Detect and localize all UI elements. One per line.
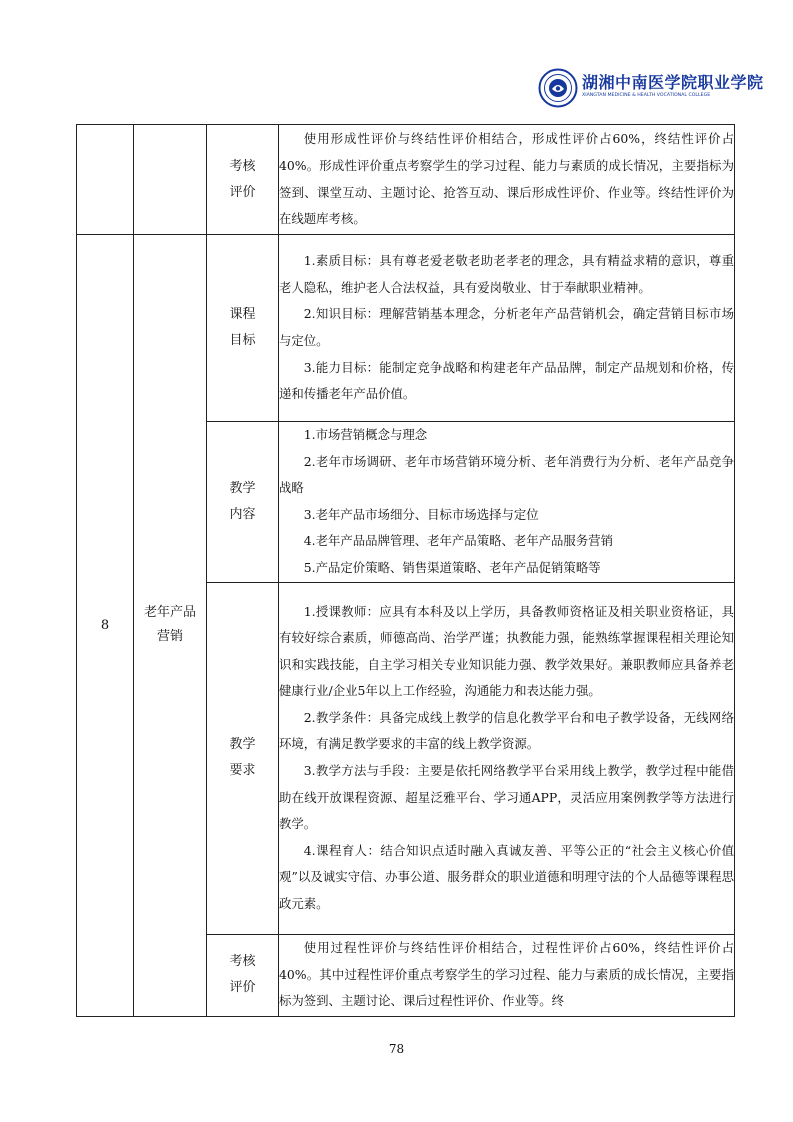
- row-content-assessment-2: [279, 934, 735, 1016]
- row-label-line: 课程: [229, 307, 256, 322]
- row-label-line: 要求: [229, 763, 256, 779]
- paragraph: 5.产品定价策略、销售渠道策略、老年产品促销策略等: [303, 559, 601, 575]
- row-label-teaching-requirements: [207, 582, 279, 934]
- logo-english-name: XIANGTAN MEDICINE & HEALTH VOCATIONAL COLLEGE: [582, 93, 711, 98]
- course-name-line: 老年产品: [143, 605, 196, 621]
- college-logo: [538, 68, 764, 118]
- row-label-line: 教学: [229, 480, 256, 496]
- paragraph: 2.知识目标：理解营销基本理念，分析老年产品营销机会，确定营销目标市场与定位。: [279, 306, 734, 348]
- course-table: [76, 124, 735, 1017]
- college-seal-icon: [538, 68, 578, 108]
- row-content-assessment: [279, 125, 735, 235]
- number-cell: [77, 125, 134, 235]
- page-number: 78: [388, 1042, 405, 1056]
- logo-chinese-name: 湖湘中南医学院职业学院: [582, 73, 764, 92]
- row-label-line: 内容: [229, 506, 256, 522]
- row-content-teaching-content: [279, 422, 735, 583]
- table-row: [77, 235, 735, 422]
- row-label-line: 评价: [229, 980, 256, 996]
- table-row: [77, 125, 735, 235]
- paragraph: 2.教学条件：具备完成线上教学的信息化教学平台和电子教学设备，无线网络环境，有满足教学要求的丰富的线上教学资源。: [279, 709, 734, 752]
- paragraph: 3.教学方法与手段：主要是依托网络教学平台采用线上教学，教学过程中能借助在线开放课程资源、超星泛雅平台、学习通APP，灵活应用案例教学等方法进行教学。: [279, 763, 734, 832]
- row-label-line: 考核: [229, 954, 256, 970]
- paragraph: 3.能力目标：能制定竞争战略和构建老年产品品牌，制定产品规划和价格，传递和传播老年产品价值。: [279, 359, 734, 402]
- course-name: [134, 235, 207, 1017]
- paragraph: 4.老年产品品牌管理、老年产品策略、老年产品服务营销: [303, 533, 613, 549]
- paragraph: 1.市场营销概念与理念: [303, 427, 428, 442]
- course-name-cell: [134, 125, 207, 235]
- row-label-course-goals: [207, 235, 279, 422]
- row-label-assessment-2: [207, 934, 279, 1016]
- paragraph: 4.课程育人：结合知识点适时融入真诚友善、平等公正的“社会主义核心价值观”以及诚实守信、办事公道、服务群众的职业道德和明理守法的个人品德等课程思政元素。: [279, 842, 734, 912]
- paragraph: 1.授课教师：应具有本科及以上学历，具备教师资格证及相关职业资格证，具有较好综合素质，师德高尚、治学严谨；执教能力强，能熟练掌握课程相关理论知识和实践技能，自主学习相关专业知识能力强、教学效果好。兼职教师应具备养老健康行业/企业5年以上工作经验，沟通能力和表达能力强。: [279, 603, 734, 699]
- course-name-line: 营销: [156, 629, 183, 645]
- paragraph: 2.老年市场调研、老年市场营销环境分析、老年消费行为分析、老年产品竞争战略: [279, 453, 734, 496]
- row-label-assessment: [207, 125, 279, 235]
- row-label-line: 目标: [229, 333, 256, 348]
- paragraph: 1.素质目标：具有尊老爱老敬老助老孝老的理念，具有精益求精的意识，尊重老人隐私，维护老人合法权益，具有爱岗敬业、甘于奉献职业精神。: [279, 253, 734, 295]
- row-label-line: 教学: [229, 737, 256, 753]
- row-label-line: 评价: [229, 184, 256, 200]
- paragraph: 使用过程性评价与终结性评价相结合，过程性评价占60%，终结性评价占40%。其中过程性评价重点考察学生的学习过程、能力与素质的成长情况，主要指标为签到、主题讨论、课后过程性评价、作业等。终: [279, 940, 734, 1009]
- paragraph: 使用形成性评价与终结性评价相结合，形成性评价占60%，终结性评价占40%。形成性评价重点考察学生的学习过程、能力与素质的成长情况，主要指标为签到、课堂互动、主题讨论、抢答互动、课后形成性评价、作业等。终结性评价为在线题库考核。: [279, 131, 734, 227]
- row-label-teaching-content: [207, 422, 279, 583]
- row-label-line: 考核: [229, 158, 256, 174]
- row-content-teaching-requirements: [279, 582, 735, 934]
- course-number: 8: [77, 235, 134, 1017]
- row-content-course-goals: [279, 235, 735, 422]
- paragraph: 3.老年产品市场细分、目标市场选择与定位: [303, 506, 539, 522]
